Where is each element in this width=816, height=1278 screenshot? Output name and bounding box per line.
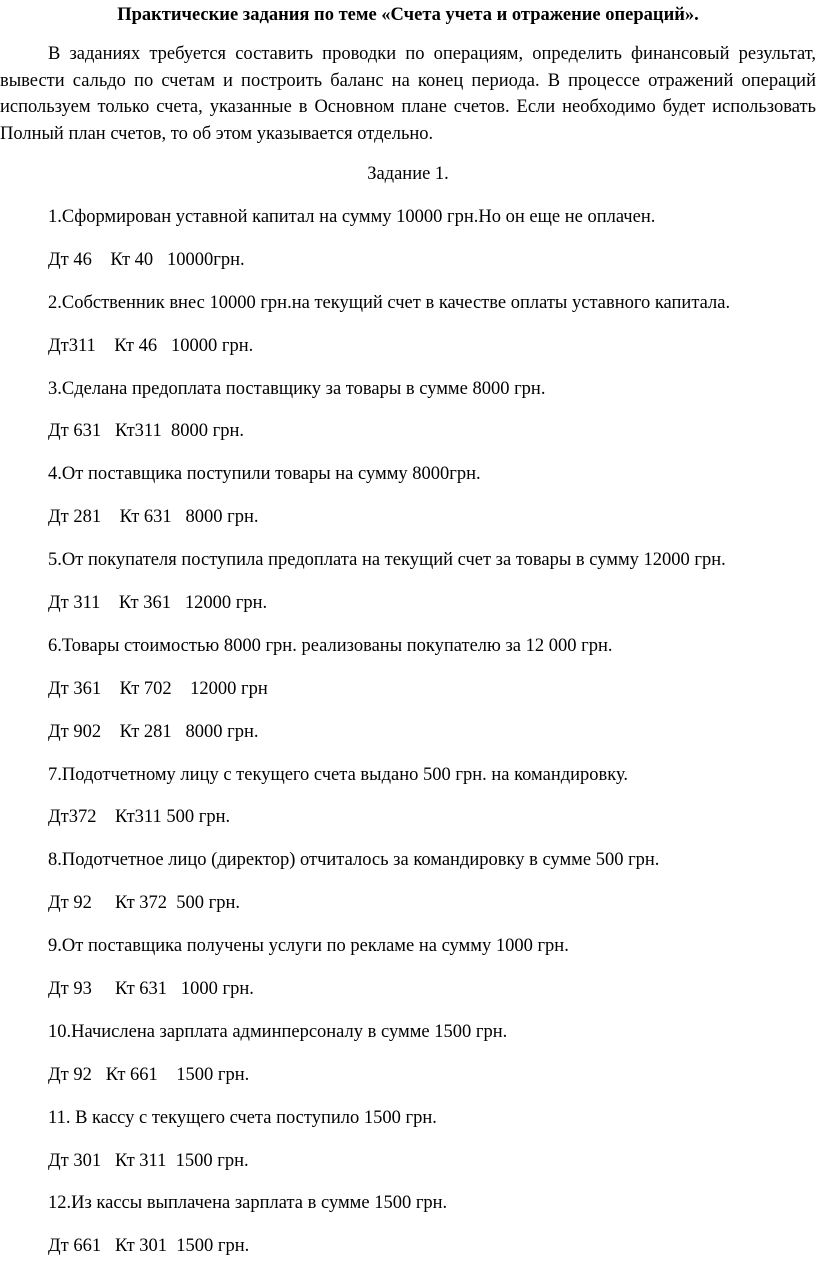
journal-entry: Дт 631 Кт311 8000 грн. [48, 421, 244, 442]
journal-entry: Дт372 Кт311 500 грн. [48, 807, 231, 828]
operation-description: 7.Подотчетному лицу с текущего счета выдано 500 грн. на командировку. [48, 764, 629, 785]
intro-line: вывести сальдо по счетам и построить баланс на конец периода. В процессе отражений операций [0, 70, 816, 91]
intro-line: Полный план счетов, то об этом указывается отдельно. [0, 123, 434, 144]
operation-description: 4.От поставщика поступили товары на сумму 8000грн. [48, 464, 481, 485]
journal-entry: Дт 46 Кт 40 10000грн. [48, 249, 245, 270]
operation-description: 3.Сделана предоплата поставщику за товары в сумме 8000 грн. [48, 378, 546, 399]
task-title: Задание 1. [367, 164, 449, 184]
intro-line: используем только счета, указанные в Основном плане счетов. Если необходимо будет использовать [0, 97, 816, 117]
operation-description: 6.Товары стоимостью 8000 грн. реализованы покупателю за 12 000 грн. [48, 635, 613, 656]
journal-entry: Дт 301 Кт 311 1500 грн. [48, 1150, 249, 1171]
journal-entry: Дт 361 Кт 702 12000 грн [48, 678, 268, 699]
operation-description: 10.Начислена зарплата админперсоналу в сумме 1500 грн. [48, 1021, 508, 1042]
operation-description: 9.От поставщика получены услуги по рекламе на сумму 1000 грн. [48, 936, 569, 957]
document-title: Практические задания по теме «Счета учета и отражение операций». [117, 5, 699, 25]
operation-description: 12.Из кассы выплачена зарплата в сумме 1500 грн. [48, 1193, 448, 1214]
operation-description: 8.Подотчетное лицо (директор) отчиталось за командировку в сумме 500 грн. [48, 850, 660, 871]
operations-list [48, 206, 816, 1278]
journal-entry: Дт311 Кт 46 10000 грн. [48, 335, 254, 356]
operation-description: 2.Собственник внес 10000 грн.на текущий счет в качестве оплаты уставного капитала. [48, 292, 731, 313]
intro-line: В заданиях требуется составить проводки по операциям, определить финансовый результат, [48, 44, 816, 64]
journal-entry: Дт 93 Кт 631 1000 грн. [48, 979, 254, 1000]
journal-entry: Дт 281 Кт 631 8000 грн. [48, 507, 259, 528]
operation-description: 1.Сформирован уставной капитал на сумму 10000 грн.Но он еще не оплачен. [48, 207, 656, 227]
intro-paragraph [0, 41, 816, 147]
journal-entry: Дт 92 Кт 372 500 грн. [48, 893, 241, 914]
operation-description: 5.От покупателя поступила предоплата на текущий счет за товары в сумму 12000 грн. [48, 550, 726, 571]
journal-entry: Дт 92 Кт 661 1500 грн. [48, 1064, 250, 1085]
operation-description: 11. В кассу с текущего счета поступило 1500 грн. [48, 1107, 437, 1128]
journal-entry: Дт 902 Кт 281 8000 грн. [48, 721, 259, 742]
journal-entry: Дт 311 Кт 361 12000 грн. [48, 593, 268, 614]
journal-entry: Дт 661 Кт 301 1500 грн. [48, 1236, 250, 1257]
